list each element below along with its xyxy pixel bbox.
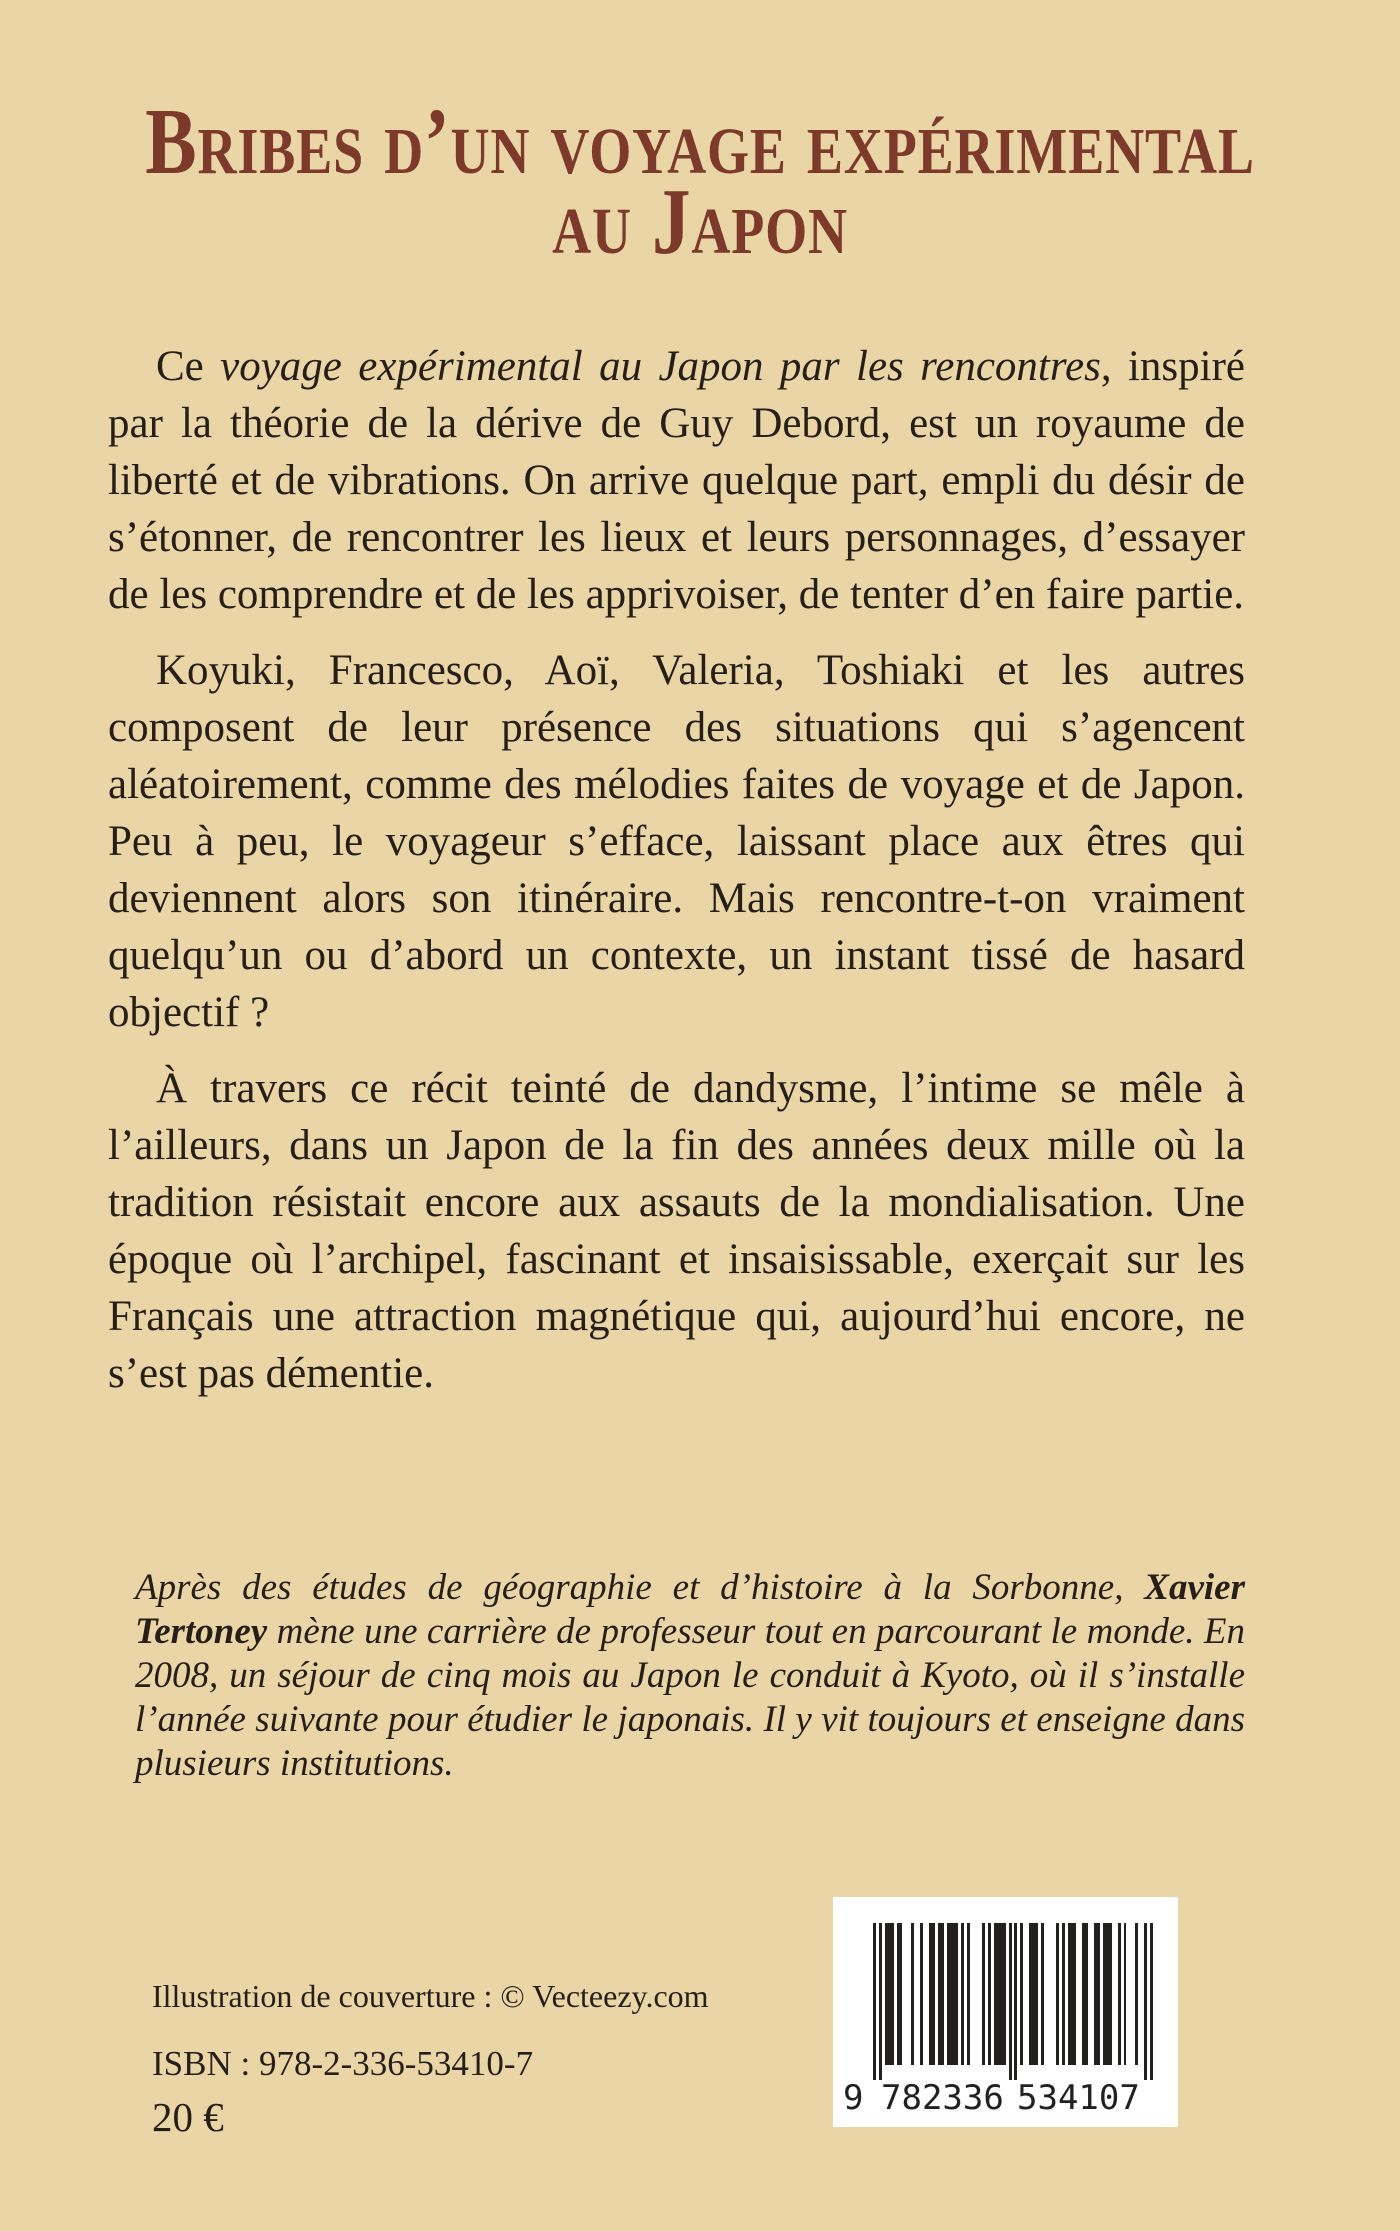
- barcode-bar: [1144, 1923, 1147, 2080]
- barcode-bar: [1118, 1923, 1121, 2065]
- barcode-bar: [1135, 1923, 1138, 2065]
- barcode-bars: [873, 1923, 1153, 2080]
- bio-before-name: Après des études de géographie et d’histoire à la Sorbonne,: [135, 1567, 1145, 1608]
- barcode-bar: [911, 1923, 914, 2065]
- barcode-bar: [1009, 1923, 1012, 2080]
- p1-lead: Ce: [156, 343, 221, 390]
- author-name: Xavier Tertoney: [135, 1567, 1245, 1652]
- author-bio: [135, 1566, 1245, 1786]
- synopsis-paragraph-3: À travers ce récit teinté de dandysme, l’intime se mêle à l’ailleurs, dans un Japon de la fin des années deux mille où la tradition résistait encore aux assauts de la mondialisation. Une époque où l’archipel, fascinant et insaisissable, exerçait sur les Français une attraction magnétique qui, aujourd’hui encore, ne s’est pas démentie.: [108, 1065, 1245, 1397]
- barcode-bar: [1014, 1923, 1017, 2080]
- barcode-bar: [1124, 1923, 1127, 2065]
- barcode-bar: [897, 1923, 903, 2065]
- price: 20 €: [152, 2094, 224, 2140]
- title-line-2: au Japon: [552, 170, 848, 274]
- barcode-digit-system: 9: [843, 2078, 864, 2118]
- barcode-digits-left: 782336: [881, 2078, 1004, 2118]
- barcode-bar: [1041, 1923, 1044, 2065]
- title-line-1: Bribes d’un voyage expérimental: [145, 90, 1255, 194]
- barcode-bar: [929, 1923, 935, 2065]
- barcode-bar: [1103, 1923, 1112, 2065]
- barcode-bar: [938, 1923, 944, 2065]
- barcode-bar: [967, 1923, 970, 2065]
- barcode-bar: [1094, 1923, 1100, 2065]
- barcode-bar: [879, 1923, 882, 2080]
- barcode-bar: [1062, 1923, 1065, 2065]
- barcode-bar: [961, 1923, 964, 2065]
- barcode-bar: [920, 1923, 923, 2065]
- barcode-bar: [1082, 1923, 1088, 2065]
- barcode-bar: [1029, 1923, 1038, 2065]
- synopsis-paragraph-2: Koyuki, Francesco, Aoï, Valeria, Toshiaki et les autres composent de leur présence des situations qui s’agencent aléatoirement, comme des mélodies faites de voyage et de Japon. Peu à peu, le voyageur s’efface, laissant place aux êtres qui deviennent alors son itinéraire. Mais rencontre-t-on vraiment quelqu’un ou d’abord un contexte, un instant tissé de hasard objectif ?: [108, 647, 1245, 1036]
- cover-illustration-credit: Illustration de couverture : © Vecteezy.com: [152, 1978, 709, 2014]
- isbn-line: ISBN : 978-2-336-53410-7: [152, 2044, 534, 2083]
- barcode-bar: [988, 1923, 991, 2065]
- barcode-bar: [1056, 1923, 1059, 2065]
- barcode-bar: [1068, 1923, 1077, 2065]
- barcode-digits-right: 534107: [1017, 2078, 1140, 2118]
- bio-paragraph: [135, 1566, 1245, 1786]
- barcode-bar: [873, 1923, 876, 2080]
- book-title: [126, 90, 1274, 274]
- synopsis-paragraph-1: [108, 338, 1245, 623]
- barcode-bar: [947, 1923, 959, 2065]
- barcode-bar: [1150, 1923, 1153, 2080]
- barcode-bar: [994, 1923, 1006, 2065]
- p1-rest: , inspiré par la théorie de la dérive de Guy Debord, est un royaume de liberté et de vibrations. On arrive quelque part, empli du désir de s’étonner, de rencontrer les lieux et leurs personnages, d’essayer de les comprendre et de les apprivoiser, de tenter d’en faire partie.: [108, 343, 1245, 618]
- barcode-bar: [982, 1923, 985, 2065]
- ean13-barcode: [833, 1897, 1178, 2127]
- barcode-bar: [885, 1923, 894, 2065]
- barcode-bar: [1020, 1923, 1023, 2065]
- synopsis: [108, 338, 1245, 1421]
- title-block: [0, 90, 1400, 274]
- p1-italic-phrase: voyage expérimental au Japon par les rencontres: [220, 343, 1101, 390]
- bio-after-name: mène une carrière de professeur tout en parcourant le monde. En 2008, un séjour de cinq mois au Japon le conduit à Kyoto, où il s’installe l’année suivante pour étudier le japonais. Il y vit toujours et enseigne dans plusieurs institutions.: [135, 1611, 1245, 1784]
